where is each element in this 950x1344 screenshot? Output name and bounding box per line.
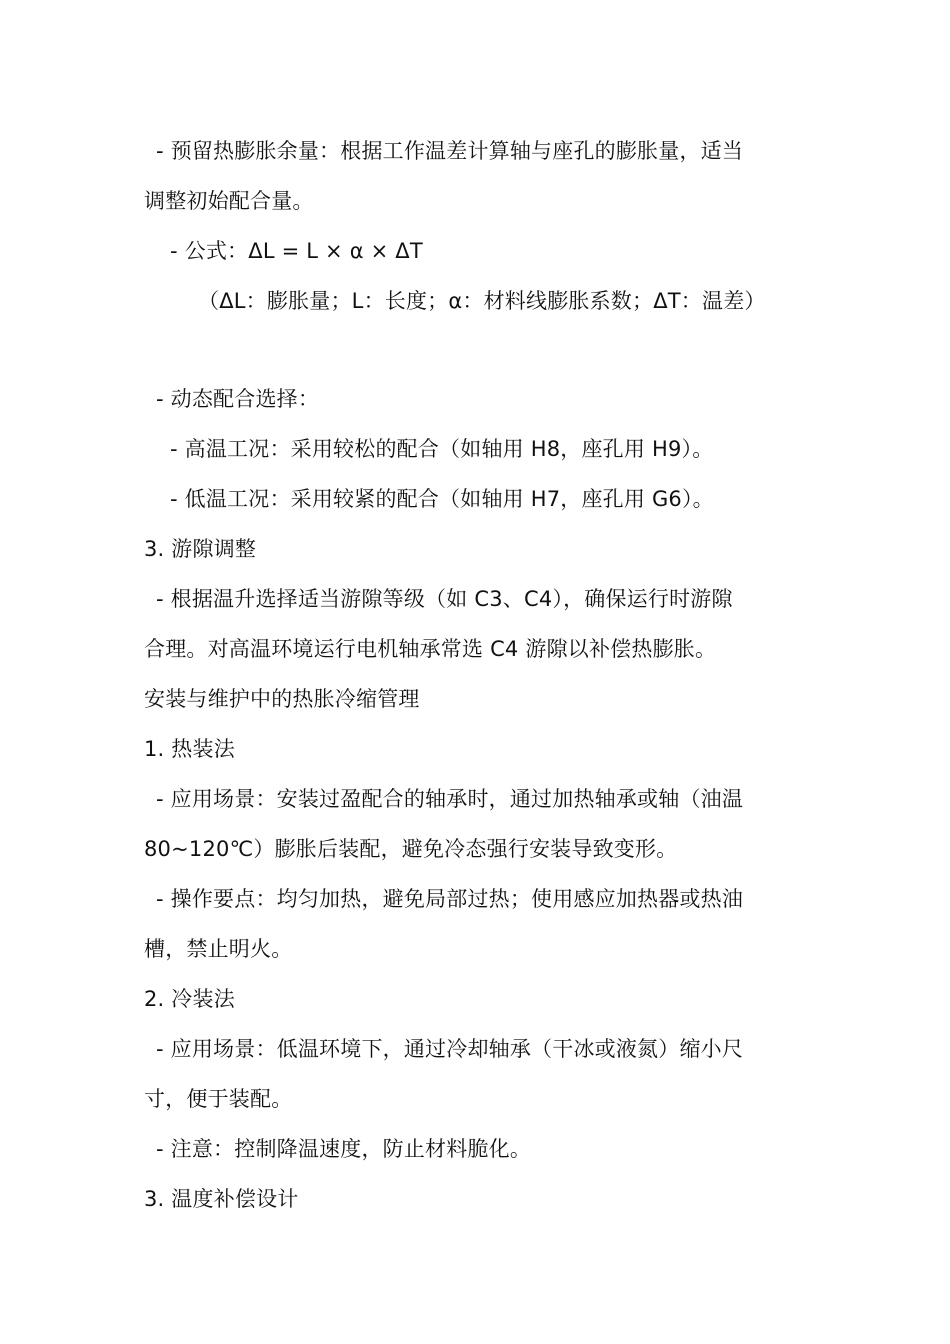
text-line: - 公式：ΔL = L × α × ΔT — [170, 239, 423, 263]
text-line: - 应用场景：安装过盈配合的轴承时，通过加热轴承或轴（油温 — [156, 787, 744, 811]
text-line: 合理。对高温环境运行电机轴承常选 C4 游隙以补偿热膨胀。 — [144, 637, 717, 661]
text-line: - 预留热膨胀余量：根据工作温差计算轴与座孔的膨胀量，适当 — [156, 139, 744, 163]
text-line: - 注意：控制降温速度，防止材料脆化。 — [156, 1137, 532, 1161]
section-heading: 3. 温度补偿设计 — [144, 1187, 299, 1211]
section-heading: 3. 游隙调整 — [144, 537, 257, 561]
text-line: - 动态配合选择： — [156, 387, 320, 411]
text-line: - 操作要点：均匀加热，避免局部过热；使用感应加热器或热油 — [156, 887, 744, 911]
section-heading: 2. 冷装法 — [144, 987, 235, 1011]
text-line: - 应用场景：低温环境下，通过冷却轴承（干冰或液氮）缩小尺 — [156, 1037, 744, 1061]
text-line: （ΔL：膨胀量；L：长度；α：材料线膨胀系数；ΔT：温差） — [198, 289, 766, 313]
text-line: 槽，禁止明火。 — [144, 937, 293, 961]
text-line: - 高温工况：采用较松的配合（如轴用 H8，座孔用 H9）。 — [170, 437, 714, 461]
section-heading: 安装与维护中的热胀冷缩管理 — [144, 687, 420, 711]
section-heading: 1. 热装法 — [144, 737, 235, 761]
text-line: - 根据温升选择适当游隙等级（如 C3、C4），确保运行时游隙 — [156, 587, 733, 611]
text-line: 调整初始配合量。 — [144, 189, 314, 213]
text-line: 寸，便于装配。 — [144, 1087, 293, 1111]
text-line: 80~120℃）膨胀后装配，避免冷态强行安装导致变形。 — [144, 837, 678, 861]
text-line: - 低温工况：采用较紧的配合（如轴用 H7，座孔用 G6）。 — [170, 487, 714, 511]
